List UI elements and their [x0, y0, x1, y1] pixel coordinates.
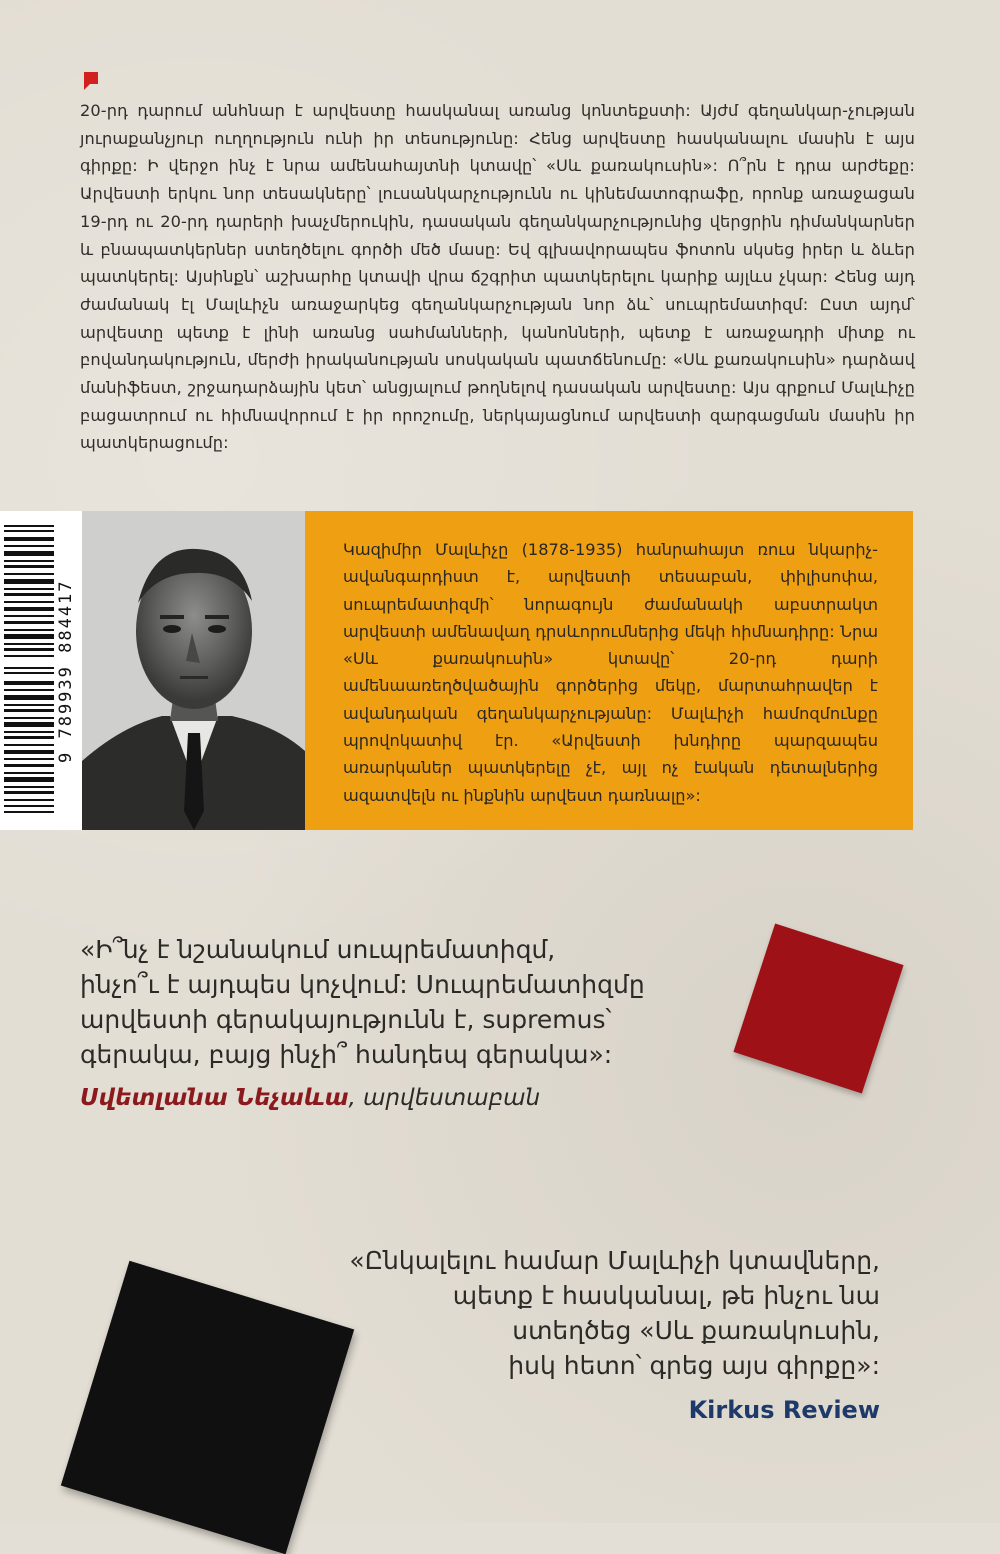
quote-line: ինչո՞ւ է այդպես կոչվում: Սուպրեմատիզմը: [80, 970, 645, 999]
quote-line: արվեստի գերակայությունն է, supremus՝: [80, 1005, 612, 1034]
author-name: Սվետլանա Նեչաևա: [80, 1085, 349, 1111]
author-bio-panel: [305, 511, 913, 830]
quote-line: իսկ հետո՝ գրեց այս գիրքը»:: [508, 1351, 880, 1380]
author-bio: Կազիմիր Մալևիչը (1878-1935) հանրահայտ ռուս նկարիչ-ավանգարդիստ է, արվեստի տեսաբան, փիլիսոփա, սուպրեմատիզմի՝ նորագույն ժամանակի աբստրակտ արվեստի ամենավաղ դրսևորումներից մեկի հիմնադիրը: Նրա «Սև քառակուսին» կտավը՝ 20-րդ դարի ամենաառեղծվածային գործերից մեկը, մարտահրավեր է ավանդական գեղանկարչությանը: Մալևիչի համոզմունքը պրովոկատիվ էր. «Արվեստի խնդիրը պարզապես առարկաներ պատկերելը չէ, այլ ոչ էական դետալներից ազատվելն ու ինքնին արվեստ դառնալը»:: [343, 540, 878, 805]
quote-line: «Ի՞նչ է նշանակում սուպրեմատիզմ,: [80, 935, 556, 964]
barcode-icon: [4, 521, 54, 821]
quote-line: ստեղծեց «Սև քառակուսին,: [512, 1316, 880, 1345]
quote-line: «Ընկալելու համար Մալևիչի կտավները,: [349, 1246, 880, 1275]
portrait-icon: [82, 511, 305, 830]
quote-author-kirkus: Kirkus Review: [688, 1396, 880, 1424]
author-portrait: [82, 511, 305, 830]
author-role: , արվեստաբան: [348, 1085, 541, 1111]
quote-line: պետք է հասկանալ, թե ինչու նա: [452, 1281, 880, 1310]
barcode-number: 9 789939 884417: [56, 579, 76, 763]
intro-paragraph: 20-րդ դարում անհնար է արվեստը հասկանալ առանց կոնտեքստի: Այժմ գեղանկար-չության յուրաքանչյուր ուղղություն ունի իր տեսությունը: Հենց արվեստը հասկանալու մասին է այս գիրքը: Ի վերջո ինչ է նրա ամենահայտնի կտավը՝ «Սև քառակուսին»: Ո՞րն է դրա արժեքը: Արվեստի երկու նոր տեսակները՝ լուսանկարչությունն ու կինեմատոգրաֆը, որոնք առաջացան 19-րդ ու 20-րդ դարերի խաչմերուկին, դասական գեղանկարչությունից վերցրին դիմանկարներ և բնապատկերներ ստեղծելու գործի մեծ մասը: Եվ գլխավորապես ֆոտոն սկսեց իրեր և ձևեր պատկերել: Այսինքն՝ աշխարհը կտավի վրա ճշգրիտ պատկերելու կարիք այլևս չկար: Հենց այդ ժամանակ էլ Մալևիչն առաջարկեց գեղանկարչության նոր ձև՝ սուպրեմատիզմ: Ըստ այդմ՝ արվեստը պետք է լինի առանց սահմանների, կանոնների, պետք է առաջադրի միտք ու բովանդակություն, մերժի իրականության սոսկական պատճենումը: «Սև քառակուսին» դարձավ մանիֆեստ, շրջադարձային կետ՝ անցյալում թողնելով դասական արվեստը: Այս գրքում Մալևիչը բացատրում ու հիմնավորում է իր որոշումը, ներկայացնում արվեստի զարգացման մասին իր պատկերացումը:: [80, 101, 915, 453]
quote-author-nechaeva: [80, 1085, 540, 1111]
red-marker-icon: [84, 72, 98, 84]
quote-kirkus: [320, 1243, 880, 1383]
quote-line: գերակա, բայց ինչի՞ հանդեպ գերակա»:: [80, 1040, 613, 1069]
barcode-panel: [0, 511, 82, 830]
quote-supremus: [80, 932, 680, 1072]
author-band: [0, 511, 913, 830]
